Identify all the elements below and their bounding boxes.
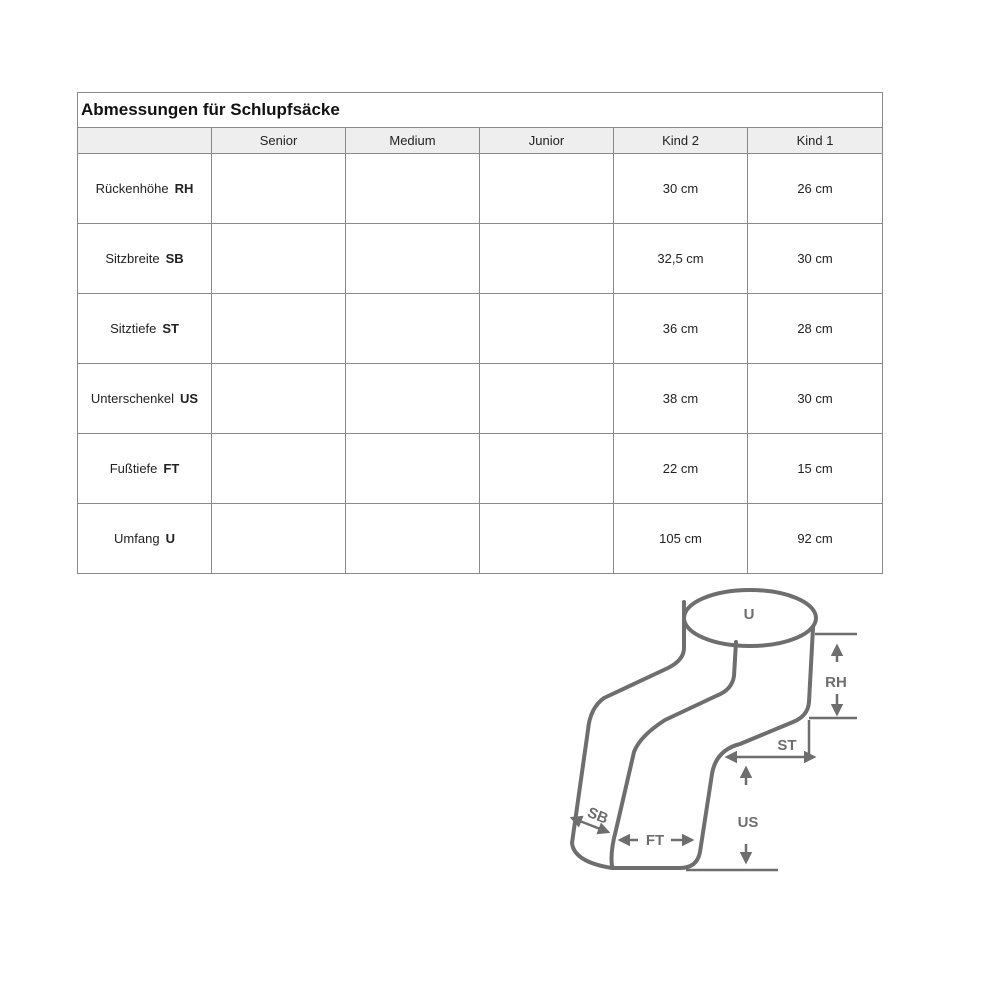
table-row [78,294,883,364]
row-code: SB [165,251,184,266]
cell-junior [480,364,614,434]
cell-junior [480,224,614,294]
row-code: FT [163,461,180,476]
row-code: RH [174,181,194,196]
row-label [78,154,212,224]
cell-junior [480,294,614,364]
row-label [78,294,212,364]
cell-kind-1: 28 cm [748,294,883,364]
table-row [78,154,883,224]
cell-medium [346,154,480,224]
cell-senior [212,294,346,364]
row-label-text: Fußtiefe [109,461,158,476]
cell-senior [212,434,346,504]
cell-kind-1: 92 cm [748,504,883,574]
row-code: U [165,531,175,546]
cell-kind-2: 36 cm [614,294,748,364]
cell-kind-1: 30 cm [748,224,883,294]
cell-medium [346,364,480,434]
cell-junior [480,434,614,504]
row-label [78,224,212,294]
slipsack-outline [572,590,816,868]
column-header-kind-1: Kind 1 [748,128,883,154]
label-st: ST [777,737,797,754]
cell-kind-1: 15 cm [748,434,883,504]
inner-crease [612,642,737,866]
label-sb: SB [584,804,611,828]
cell-kind-2: 105 cm [614,504,748,574]
cell-senior [212,504,346,574]
table-row [78,434,883,504]
row-label [78,434,212,504]
cell-senior [212,224,346,294]
column-header-kind-2: Kind 2 [614,128,748,154]
cell-medium [346,294,480,364]
row-label-text: Unterschenkel [90,391,175,406]
table-row [78,224,883,294]
row-label [78,364,212,434]
row-label-text: Sitzbreite [105,251,160,266]
cell-medium [346,224,480,294]
slipsack-measurement-diagram [555,580,875,880]
table-row [78,504,883,574]
row-label-text: Rückenhöhe [95,181,169,196]
row-code: US [180,391,199,406]
row-code: ST [162,321,179,336]
column-header-row [78,128,883,154]
cell-junior [480,154,614,224]
column-header-empty [78,128,212,154]
column-header-medium: Medium [346,128,480,154]
row-label-text: Sitztiefe [110,321,157,336]
cell-kind-2: 32,5 cm [614,224,748,294]
cell-kind-1: 30 cm [748,364,883,434]
label-ft: FT [645,832,665,849]
cell-kind-2: 22 cm [614,434,748,504]
row-label-text: Umfang [114,531,160,546]
dimensions-table [77,92,883,574]
cell-kind-2: 38 cm [614,364,748,434]
table-title: Abmessungen für Schlupfsäcke [78,93,883,128]
label-u: U [743,606,755,623]
cell-senior [212,154,346,224]
cell-medium [346,504,480,574]
label-rh: RH [825,674,847,691]
cell-junior [480,504,614,574]
table-row [78,364,883,434]
column-header-senior: Senior [212,128,346,154]
cell-senior [212,364,346,434]
cell-kind-1: 26 cm [748,154,883,224]
cell-medium [346,434,480,504]
label-us: US [737,814,759,831]
column-header-junior: Junior [480,128,614,154]
cell-kind-2: 30 cm [614,154,748,224]
row-label [78,504,212,574]
